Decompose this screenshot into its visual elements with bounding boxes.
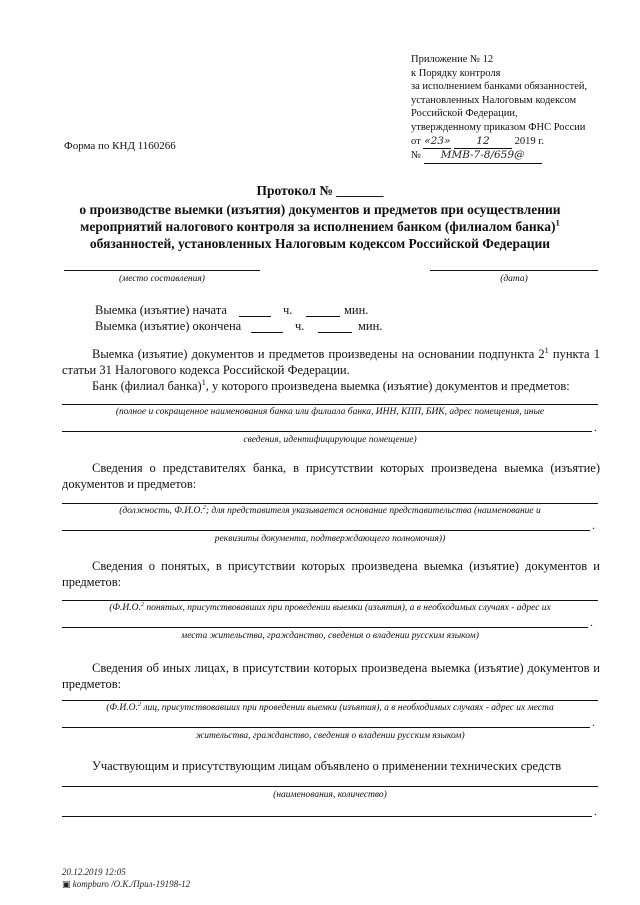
witnesses-paragraph: Сведения о понятых, в присутствии которых произведена выемка (изъятие) документов и предметов: (62, 559, 600, 589)
start-hours-field[interactable] (239, 316, 271, 317)
appendix-line: к Порядку контроля (411, 67, 501, 79)
others-field-1[interactable] (62, 700, 598, 701)
bank-paragraph: Банк (филиал банка)$^1$, у которого произведена выемка (изъятие) документов и предметов: (92, 377, 570, 393)
file-icon: ▣ (62, 879, 71, 889)
start-minutes-unit: мин. (344, 303, 369, 317)
witnesses-caption: (Ф.И.О.$^2$ понятых, присутствовавших при проведении выемки (изъятия), а в необходимых случаях - адрес их (109, 601, 551, 613)
appendix-line: утвержденному приказом ФНС России (411, 121, 586, 133)
form-code: Форма по КНД 1160266 (64, 140, 176, 152)
appendix-line: установленных Налоговым кодексом (411, 94, 577, 106)
witnesses-field-1[interactable] (62, 600, 598, 601)
start-hours-unit: ч. (283, 303, 293, 317)
representatives-paragraph: Сведения о представителях банка, в присутствии которых произведена выемка (изъятие) документов и предметов: (62, 461, 600, 491)
witnesses-field-2[interactable] (62, 627, 588, 628)
footer-timestamp: 20.12.2019 12:05 (62, 867, 126, 877)
technical-paragraph: Участвующим и присутствующим лицам объявлено о применении технических средств (92, 759, 562, 773)
technical-caption: (наименования, количество) (273, 790, 387, 800)
end-minutes-unit: мин. (358, 319, 383, 333)
representatives-caption: (должность, Ф.И.О.$^2$; для представителя указывается основание представительства (наименование и (119, 504, 541, 516)
bank-field-2[interactable] (62, 431, 592, 432)
appendix-line: Приложение № 12 (411, 54, 494, 65)
document-title (40, 182, 600, 252)
appendix-number (411, 149, 611, 164)
date-prefix: от (411, 135, 421, 147)
appendix-line: Российской Федерации, (411, 108, 518, 120)
date-day: «23» (423, 135, 451, 150)
date-month: 12 (454, 135, 512, 150)
technical-field-1[interactable] (62, 786, 598, 787)
bank-caption: (полное и сокращенное наименования банка или филиала банка, ИНН, КПП, БИК, адрес помещения, иные (115, 407, 545, 417)
footer-stamp (62, 866, 190, 890)
title-line: о производстве выемки (изъятия) документов и предметов при осуществлении (79, 202, 561, 217)
start-label: Выемка (изъятие) начата (95, 303, 227, 317)
appendix-line: за исполнением банками обязанностей, (411, 81, 588, 93)
end-minutes-field[interactable] (318, 332, 352, 333)
number-prefix: № (411, 150, 422, 162)
others-caption-2: жительства, гражданство, сведения о владении русским языком) (195, 731, 465, 741)
representatives-field-1[interactable] (62, 503, 598, 504)
start-minutes-field[interactable] (306, 316, 340, 317)
witnesses-caption-2: места жительства, гражданство, сведения о владении русским языком) (181, 631, 479, 641)
end-hours-field[interactable] (251, 332, 283, 333)
title-line: мероприятий налогового контроля за исполнением банком (филиалом банка)$^1$ (80, 217, 560, 234)
title-line: обязанностей, установленных Налоговым кодексом Российской Федерации (89, 236, 551, 251)
order-number: ММВ-7-8/659@ (424, 149, 542, 164)
others-field-2[interactable] (62, 727, 590, 728)
end-hours-unit: ч. (295, 319, 305, 333)
place-caption: (место составления) (119, 274, 205, 284)
technical-field-2[interactable] (62, 816, 592, 817)
date-caption: (дата) (500, 274, 528, 284)
footer-file: ▣ kompburo /О.К./Прил-19198-12 (62, 879, 191, 889)
bank-caption-2: сведения, идентифицирующие помещение) (243, 435, 417, 445)
appendix-block (411, 53, 611, 164)
representatives-caption-2: реквизиты документа, подтверждающего полномочия)) (214, 534, 446, 544)
basis-paragraph: Выемка (изъятие) документов и предметов произведены на основании подпункта $2^1$ пункта 1 статьи 31 Налогового кодекса Российской Федерации. (62, 345, 600, 377)
others-caption: (Ф.И.О.$^2$ лиц, присутствовавших при проведении выемки (изъятия), а в необходимых случаях - адрес их места (106, 701, 554, 713)
end-label: Выемка (изъятие) окончена (95, 319, 242, 333)
date-field[interactable] (430, 270, 598, 271)
bank-field-1[interactable] (62, 404, 598, 405)
date-year: 2019 г. (514, 135, 544, 147)
appendix-date (411, 135, 611, 150)
others-paragraph: Сведения об иных лицах, в присутствии которых произведена выемка (изъятие) документов и предметов: (62, 661, 600, 691)
title-protocol-number: Протокол № _______ (256, 183, 384, 198)
representatives-field-2[interactable] (62, 530, 590, 531)
place-field[interactable] (64, 270, 260, 271)
